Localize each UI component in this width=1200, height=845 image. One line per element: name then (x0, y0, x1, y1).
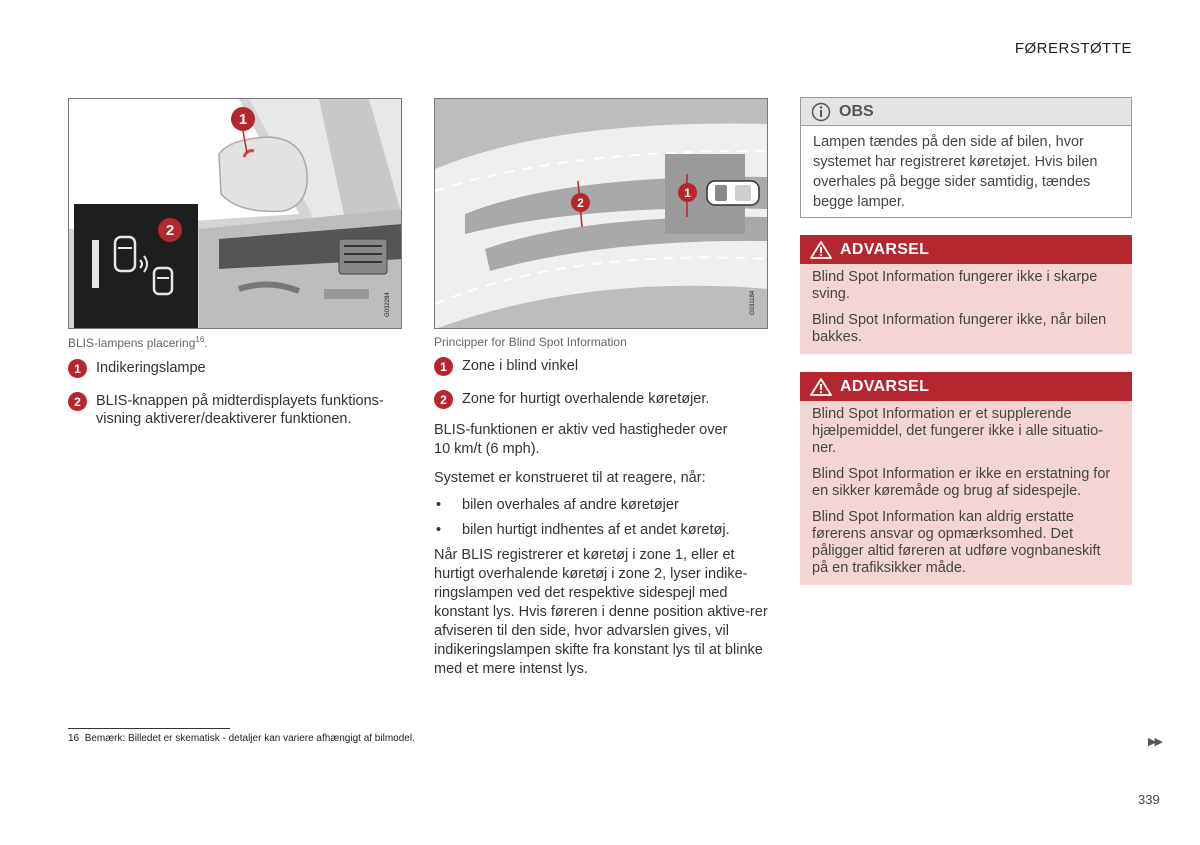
body-paragraph-3: Når BLIS registrerer et køretøj i zone 1, eller et hurtigt overhalende køretøj i zone 2, lyser indike-ringslampen ved det respektive sidespejl med konstant lys. Hvis føreren i denne position aktive-rer afviseren til den side, hvor advarslen gives, vil indikeringslampen skifte fra konstant lys til at blinke med et mere intenst lys. (434, 547, 768, 677)
warning-title: ADVARSEL (840, 240, 930, 258)
page-number: 339 (1138, 792, 1160, 807)
body-paragraph-1: BLIS-funktionen er aktiv ved hastigheder over 10 km/t (6 mph). (434, 422, 728, 457)
section-header: FØRERSTØTTE (1014, 40, 1132, 57)
figure1-caption-text: BLIS-lampens placering (68, 336, 196, 350)
footnote-text: Bemærk: Billedet er skematisk - detaljer kan variere afhængigt af bilmodel. (84, 733, 415, 744)
bullet-item-1: • bilen overhales af andre køretøjer (434, 496, 768, 515)
blis-lamp-location-image (68, 98, 402, 329)
warning-box-2 (800, 372, 1132, 585)
body-paragraph-2: Systemet er konstrueret til at reagere, når: (434, 470, 706, 486)
warning-paragraph: Blind Spot Information fungerer ikke, når bilen bakkes. (812, 312, 1107, 345)
note-header (801, 98, 1131, 126)
figure1-caption-end: . (204, 336, 208, 350)
number-badge: 2 (68, 392, 87, 411)
image-code: G032284 (385, 292, 391, 317)
figure-marker-2: 2 (571, 193, 590, 212)
figure1-caption (68, 335, 208, 350)
figure2-item-2 (434, 390, 768, 409)
note-text: Lampen tændes på den side af bilen, hvor systemet har registreret køretøjet. Hvis bilen overhales på begge sider samtidig, tændes begge lamper. (813, 134, 1098, 210)
number-badge: 1 (434, 357, 453, 376)
warning-paragraph: Blind Spot Information er ikke en erstatning for en sikker køremåde og brug af sidespejle. (812, 466, 1111, 499)
fast-forward-icon[interactable]: ▶▶ (1148, 736, 1161, 748)
item-text: BLIS-knappen på midterdisplayets funktions-visning aktiverer/deaktiverer funktionen. (96, 393, 384, 427)
marker-leader-lines (69, 99, 402, 329)
warning-title: ADVARSEL (840, 377, 930, 395)
info-circle-icon (811, 102, 831, 122)
figure2-caption: Principper for Blind Spot Information (434, 335, 627, 349)
figure1-item-2 (68, 392, 408, 428)
figure1-item-1 (68, 359, 402, 378)
warning-paragraph: Blind Spot Information kan aldrig erstatte førerens ansvar og opmærksomhed. Det påligger altid føreren at udføre vognbaneskift på en trafiksikker måde. (812, 509, 1101, 576)
warning-paragraph: Blind Spot Information fungerer ikke i skarpe sving. (812, 269, 1098, 302)
warning-paragraph: Blind Spot Information er et supplerende hjælpemiddel, det fungerer ikke i alle situatio-ner. (812, 406, 1103, 456)
warning-body (800, 401, 1132, 585)
item-text: Zone i blind vinkel (462, 358, 579, 374)
figure-marker-2: 2 (158, 218, 182, 242)
warning-header (800, 372, 1132, 401)
number-badge: 1 (68, 359, 87, 378)
footnote (68, 733, 415, 744)
image-code: G031184 (750, 290, 756, 315)
warning-box-1 (800, 235, 1132, 354)
road-zones-illustration (435, 99, 768, 329)
figure-marker-1: 1 (678, 183, 697, 202)
figure2-item-1 (434, 357, 768, 376)
footnote-number: 16 (68, 733, 80, 744)
item-text: Indikeringslampe (96, 360, 206, 376)
note-title: OBS (839, 102, 874, 120)
figure-marker-1: 1 (231, 107, 255, 131)
warning-header (800, 235, 1132, 264)
warning-triangle-icon (810, 240, 832, 260)
warning-body (800, 264, 1132, 354)
note-box (800, 97, 1132, 218)
footnote-divider (68, 728, 230, 729)
number-badge: 2 (434, 390, 453, 409)
bullet-item-2: • bilen hurtigt indhentes af et andet køretøj. (434, 521, 768, 540)
item-text: Zone for hurtigt overhalende køretøjer. (462, 391, 710, 407)
warning-triangle-icon (810, 377, 832, 397)
footnote-ref: 16 (195, 335, 205, 344)
blind-spot-principle-image (434, 98, 768, 329)
